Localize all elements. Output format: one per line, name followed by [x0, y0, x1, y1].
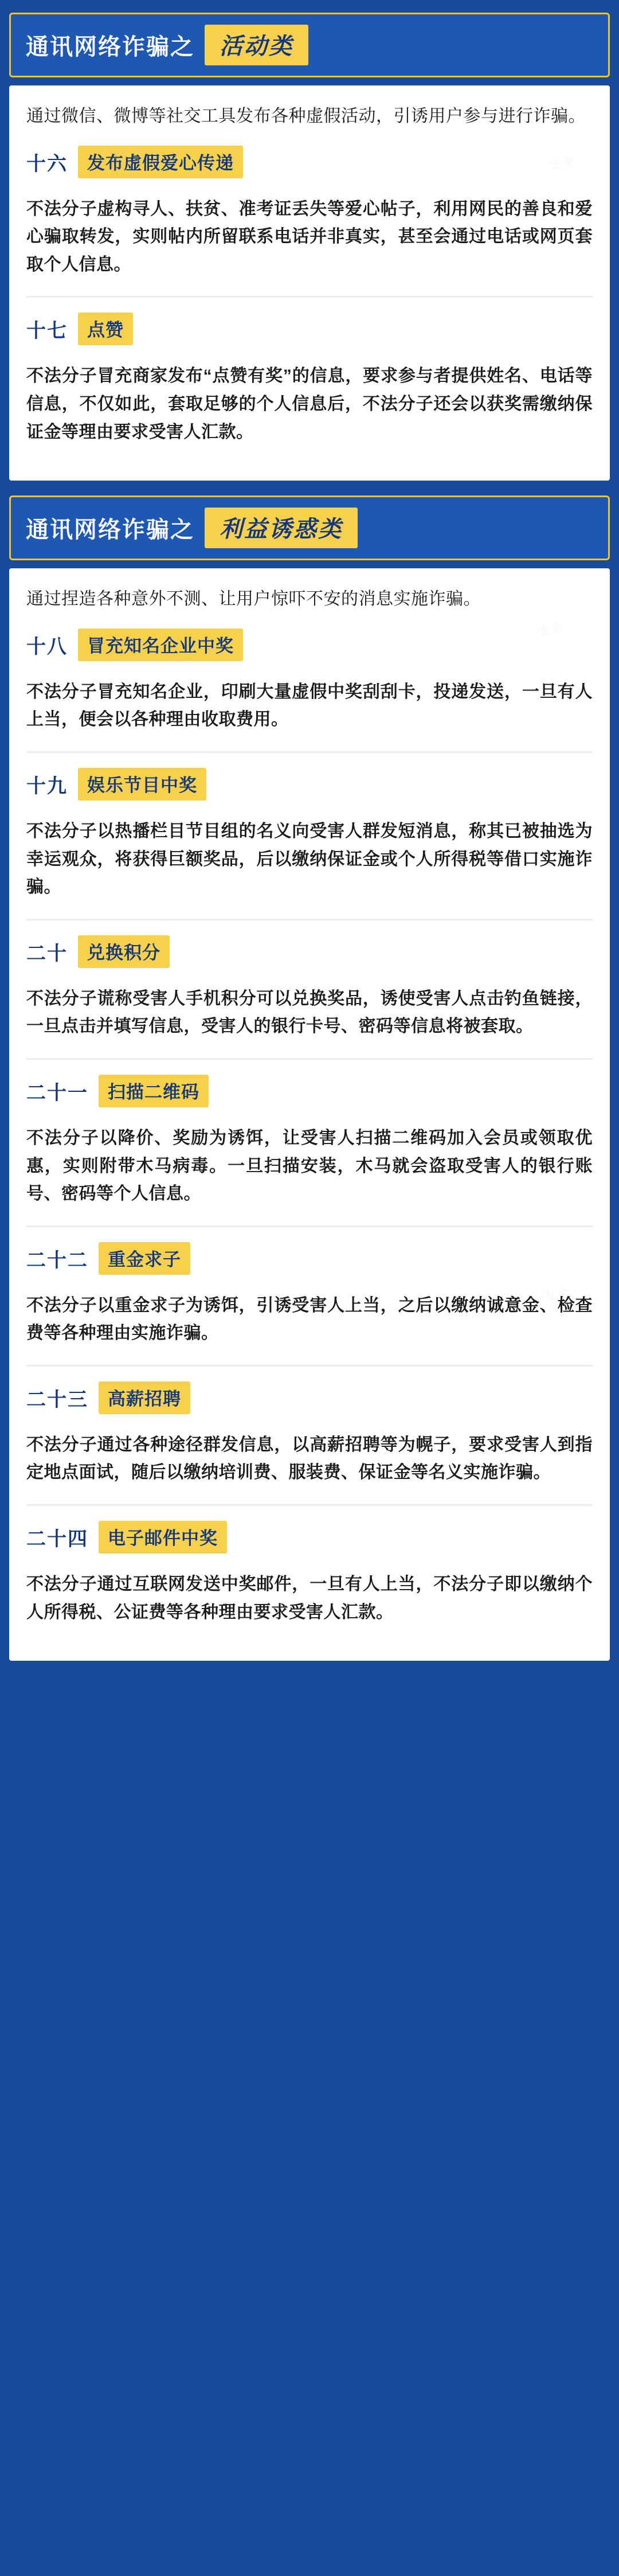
- list-item: [26, 768, 593, 901]
- item-header: [26, 768, 593, 801]
- section-card-activity: [9, 85, 610, 481]
- item-number: 十七: [26, 320, 68, 342]
- section-header-benefit-lure: [9, 495, 610, 560]
- divider: [26, 751, 593, 753]
- item-number: 十九: [26, 775, 68, 797]
- item-header: [26, 146, 593, 178]
- item-header: [26, 1521, 593, 1554]
- item-header: [26, 935, 593, 968]
- section-header-activity: [9, 13, 610, 77]
- item-number: 二十二: [26, 1249, 88, 1271]
- divider: [26, 296, 593, 298]
- item-header: [26, 1242, 593, 1275]
- section-header-prefix: 通讯网络诈骗之: [26, 517, 194, 543]
- list-item: [26, 1521, 593, 1626]
- item-header: [26, 1381, 593, 1414]
- item-body: 不法分子以重金求子为诱饵，引诱受害人上当，之后以缴纳诚意金、检查费等各种理由实施诈骗。: [26, 1295, 593, 1343]
- section-header-category: 利益诱惑类: [205, 508, 358, 548]
- list-item: [26, 1381, 593, 1487]
- section-header-prefix: 通讯网络诈骗之: [26, 34, 194, 60]
- item-header: [26, 1075, 593, 1107]
- item-body: 不法分子以热播栏目节目组的名义向受害人群发短消息，称其已被抽选为幸运观众，将获得巨额奖品，后以缴纳保证金或个人所得税等借口实施诈骗。: [26, 821, 593, 897]
- item-tag: 点赞: [78, 313, 133, 345]
- item-number: 二十三: [26, 1388, 88, 1411]
- item-body: 不法分子谎称受害人手机积分可以兑换奖品，诱使受害人点击钓鱼链接，一旦点击并填写信息，受害人的银行卡号、密码等信息将被套取。: [26, 989, 593, 1036]
- divider: [26, 1058, 593, 1060]
- item-body: 不法分子通过各种途径群发信息，以高薪招聘等为幌子，要求受害人到指定地点面试，随后以缴纳培训费、服装费、保证金等名义实施诈骗。: [26, 1435, 593, 1482]
- list-item: [26, 1075, 593, 1208]
- item-number: 二十: [26, 942, 68, 965]
- item-body: 不法分子冒充知名企业，印刷大量虚假中奖刮刮卡，投递发送，一旦有人上当，便会以各种理由收取费用。: [26, 682, 593, 729]
- item-tag: 电子邮件中奖: [99, 1521, 227, 1554]
- infographic-page: [9, 13, 610, 1661]
- item-body: 不法分子冒充商家发布“点赞有奖”的信息，要求参与者提供姓名、电话等信息，不仅如此，套取足够的个人信息后，不法分子还会以获奖需缴纳保证金等理由要求受害人汇款。: [26, 366, 593, 442]
- section-card-benefit-lure: [9, 568, 610, 1661]
- list-item: [26, 146, 593, 279]
- item-header: [26, 629, 593, 661]
- list-item: [26, 629, 593, 734]
- item-tag: 高薪招聘: [99, 1381, 190, 1414]
- item-body: 不法分子以降价、奖励为诱饵，让受害人扫描二维码加入会员或领取优惠，实则附带木马病毒。一旦扫描安装，木马就会盗取受害人的银行账号、密码等个人信息。: [26, 1128, 593, 1204]
- section-intro: 通过微信、微博等社交工具发布各种虚假活动，引诱用户参与进行诈骗。: [26, 107, 586, 126]
- item-number: 十六: [26, 153, 68, 175]
- divider: [26, 919, 593, 920]
- section-intro: 通过捏造各种意外不测、让用户惊吓不安的消息实施诈骗。: [26, 590, 481, 609]
- list-item: [26, 313, 593, 446]
- divider: [26, 1365, 593, 1367]
- item-tag: 冒充知名企业中奖: [78, 629, 243, 661]
- item-tag: 重金求子: [99, 1242, 190, 1275]
- item-number: 二十一: [26, 1082, 88, 1104]
- item-tag: 兑换积分: [78, 935, 170, 968]
- list-item: [26, 935, 593, 1041]
- item-tag: 发布虚假爱心传递: [78, 146, 243, 178]
- item-tag: 扫描二维码: [99, 1075, 209, 1107]
- list-item: [26, 1242, 593, 1348]
- divider: [26, 1225, 593, 1227]
- item-body: 不法分子通过互联网发送中奖邮件，一旦有人上当，不法分子即以缴纳个人所得税、公证费等各种理由要求受害人汇款。: [26, 1575, 593, 1622]
- section-header-category: 活动类: [205, 25, 308, 65]
- item-tag: 娱乐节目中奖: [78, 768, 206, 801]
- item-header: [26, 313, 593, 345]
- item-number: 二十四: [26, 1528, 88, 1551]
- divider: [26, 1504, 593, 1506]
- item-body: 不法分子虚构寻人、扶贫、准考证丢失等爱心帖子，利用网民的善良和爱心骗取转发，实则帖内所留联系电话并非真实，甚至会通过电话或网页套取个人信息。: [26, 199, 593, 274]
- item-number: 十八: [26, 635, 68, 658]
